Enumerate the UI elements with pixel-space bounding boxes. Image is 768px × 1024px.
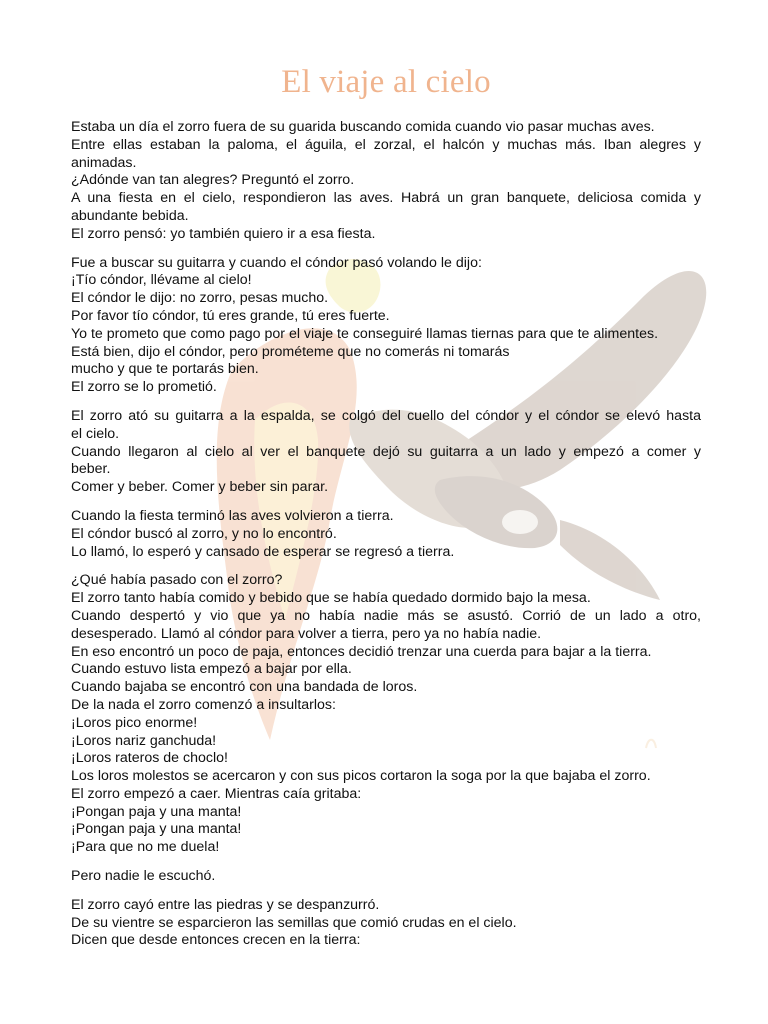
story-line: Cuando despertó y vio que ya no había nadie más se asustó. Corrió de un lado a otro, <box>71 607 701 624</box>
story-line: ¡Tío cóndor, llévame al cielo! <box>71 272 252 289</box>
story-line: Por favor tío cóndor, tú eres grande, tú eres fuerte. <box>71 307 390 324</box>
story-line: ¡Loros rateros de choclo! <box>71 750 228 767</box>
story-line: De la nada el zorro comenzó a insultarlos: <box>71 696 336 713</box>
story-line: animadas. <box>71 154 137 171</box>
story-line: A una fiesta en el cielo, respondieron las aves. Habrá un gran banquete, deliciosa comida y <box>71 190 701 207</box>
story-line: Yo te prometo que como pago por el viaje te conseguiré llamas tiernas para que te alimentes. <box>71 325 659 342</box>
story-line: ¡Para que no me duela! <box>71 839 220 856</box>
story-paragraph <box>71 408 701 497</box>
story-line: ¿Qué había pasado con el zorro? <box>71 572 283 589</box>
story-line: el cielo. <box>71 425 120 442</box>
story-line: ¡Loros pico enorme! <box>71 714 198 731</box>
story-line: ¡Loros nariz ganchuda! <box>71 732 217 749</box>
story-line: El zorro empezó a caer. Mientras caía gritaba: <box>71 785 362 802</box>
story-line: Está bien, dijo el cóndor, pero prométeme que no comerás ni tomarás <box>71 343 510 360</box>
story-line: Dicen que desde entonces crecen en la tierra: <box>71 932 361 949</box>
story-line: ¡Pongan paja y una manta! <box>71 803 242 820</box>
story-line: abundante bebida. <box>71 207 189 224</box>
story-paragraph <box>71 119 701 244</box>
story-line: El cóndor buscó al zorro, y no lo encontró. <box>71 525 337 542</box>
story-line: El zorro pensó: yo también quiero ir a esa fiesta. <box>71 225 376 242</box>
story-line: El zorro tanto había comido y bebido que se había quedado dormido bajo la mesa. <box>71 590 591 607</box>
story-line: Los loros molestos se acercaron y con sus picos cortaron la soga por la que bajaba el zorro. <box>71 768 651 785</box>
story-line: El zorro ató su guitarra a la espalda, se colgó del cuello del cóndor y el cóndor se elevó hasta <box>71 407 701 424</box>
story-body <box>71 119 701 961</box>
story-paragraph <box>71 255 701 397</box>
story-line: Lo llamó, lo esperó y cansado de esperar se regresó a tierra. <box>71 543 455 560</box>
story-line: ¡Pongan paja y una manta! <box>71 821 242 838</box>
story-paragraph <box>71 868 701 886</box>
story-line: Pero nadie le escuchó. <box>71 868 216 885</box>
story-line: mucho y que te portarás bien. <box>71 361 259 378</box>
story-line: beber. <box>71 461 111 478</box>
story-line: desesperado. Llamó al cóndor para volver a tierra, pero ya no había nadie. <box>71 625 542 642</box>
story-line: Cuando bajaba se encontró con una bandada de loros. <box>71 679 418 696</box>
story-line: En eso encontró un poco de paja, entonces decidió trenzar una cuerda para bajar a la tierra. <box>71 643 652 660</box>
story-line: Comer y beber. Comer y beber sin parar. <box>71 479 329 496</box>
story-line: Cuando la fiesta terminó las aves volvieron a tierra. <box>71 507 394 524</box>
story-paragraph <box>71 897 701 950</box>
story-line: Fue a buscar su guitarra y cuando el cóndor pasó volando le dijo: <box>71 254 482 271</box>
story-line: ¿Adónde van tan alegres? Preguntó el zorro. <box>71 172 355 189</box>
story-line: De su vientre se esparcieron las semillas que comió crudas en el cielo. <box>71 914 517 931</box>
story-line: Entre ellas estaban la paloma, el águila, el zorzal, el halcón y muchas más. Iban alegres y <box>71 136 701 153</box>
story-line: Cuando llegaron al cielo al ver el banquete dejó su guitarra a un lado y empezó a comer y <box>71 443 701 460</box>
story-line: El cóndor le dijo: no zorro, pesas mucho. <box>71 290 329 307</box>
story-line: Cuando estuvo lista empezó a bajar por ella. <box>71 661 352 678</box>
story-line: El zorro se lo prometió. <box>71 379 217 396</box>
story-line: Estaba un día el zorro fuera de su guarida buscando comida cuando vio pasar muchas aves. <box>71 119 655 135</box>
story-paragraph <box>71 508 701 561</box>
story-line: El zorro cayó entre las piedras y se despanzurró. <box>71 896 380 913</box>
story-paragraph <box>71 572 701 857</box>
page-title: El viaje al cielo <box>281 64 491 100</box>
